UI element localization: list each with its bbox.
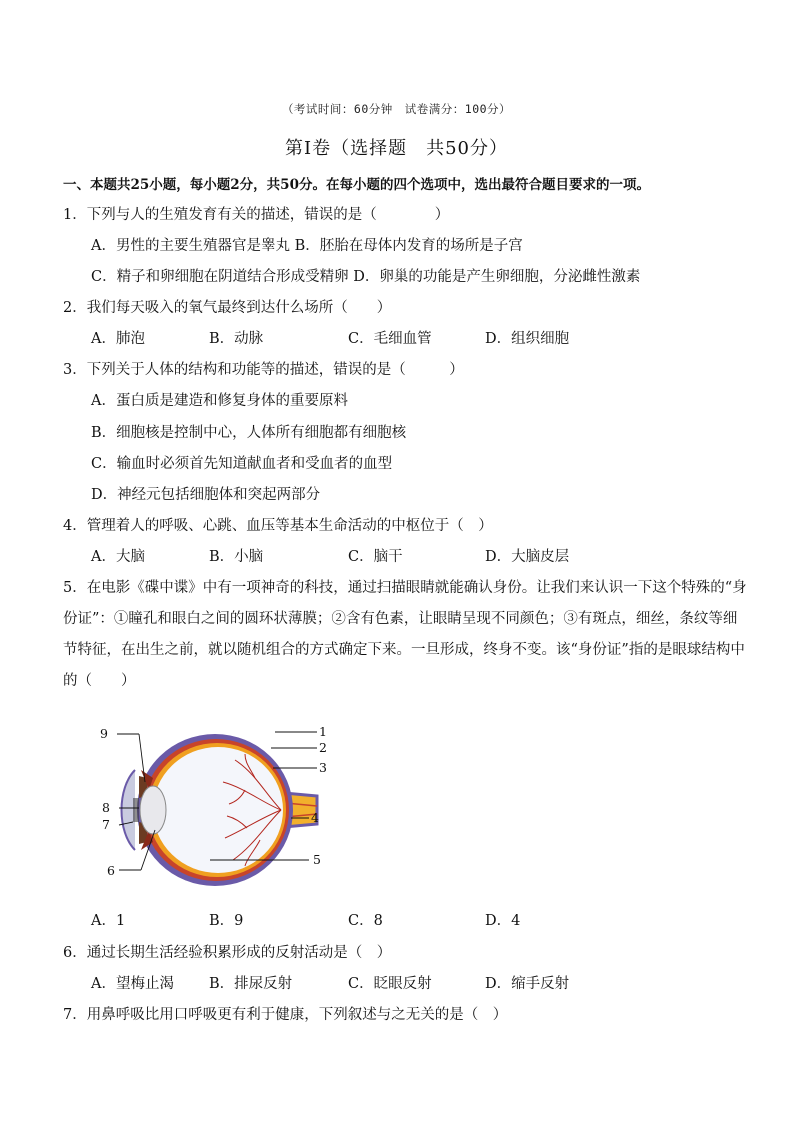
question-2-stem: 2．我们每天吸入的氧气最终到达什么场所（ ） <box>63 300 392 316</box>
question-7-stem: 7．用鼻呼吸比用口呼吸更有利于健康，下列叙述与之无关的是（ ） <box>63 1007 508 1023</box>
label-4: 4 <box>311 810 319 825</box>
label-2: 2 <box>319 740 327 755</box>
question-5-stem-line-1: 5．在电影《碟中谍》中有一项神奇的科技，通过扫描眼睛就能确认身份。让我们来认识一下这个特殊的“身 <box>63 580 747 596</box>
question-3-option-b: B．细胞核是控制中心，人体所有细胞都有细胞核 <box>91 425 407 441</box>
label-1: 1 <box>319 724 327 739</box>
option-b: B．9 <box>209 913 244 929</box>
question-4-options <box>91 547 651 567</box>
option-a: A．望梅止渴 <box>91 976 174 992</box>
option-d: D．缩手反射 <box>485 976 570 992</box>
question-1-option-line-1: A．男性的主要生殖器官是睾丸 B．胚胎在母体内发育的场所是子宫 <box>91 238 523 254</box>
lens <box>140 786 166 834</box>
label-7: 7 <box>102 817 110 832</box>
option-b: B．小脑 <box>209 549 264 565</box>
option-c: C．毛细血管 <box>348 331 432 347</box>
question-4-stem: 4．管理着人的呼吸、心跳、血压等基本生命活动的中枢位于（ ） <box>63 518 493 534</box>
label-9: 9 <box>100 726 108 741</box>
eyeball-diagram <box>95 718 335 893</box>
question-6-options <box>91 974 651 994</box>
label-6: 6 <box>107 863 115 878</box>
option-d: D．组织细胞 <box>485 331 570 347</box>
option-a: A．大脑 <box>91 549 145 565</box>
label-3: 3 <box>319 760 327 775</box>
question-6-stem: 6．通过长期生活经验积累形成的反射活动是（ ） <box>63 945 392 961</box>
question-5-stem-line-2: 份证”：①瞳孔和眼白之间的圆环状薄膜；②含有色素，让眼睛呈现不同颜色；③有斑点，细丝，条纹等细 <box>63 611 738 627</box>
question-2-options <box>91 329 651 349</box>
question-3-option-c: C．输血时必须首先知道献血者和受血者的血型 <box>91 456 393 472</box>
option-a: A．肺泡 <box>91 331 145 347</box>
exam-info: （考试时间：60分钟 试卷满分：100分） <box>281 102 512 116</box>
cornea <box>122 770 136 850</box>
question-1-option-line-2: C．精子和卵细胞在阴道结合形成受精卵 D．卵巢的功能是产生卵细胞，分泌雌性激素 <box>91 269 641 285</box>
option-c: C．脑干 <box>348 549 403 565</box>
option-c: C．眨眼反射 <box>348 976 432 992</box>
label-8: 8 <box>102 800 110 815</box>
question-3-stem: 3．下列关于人体的结构和功能等的描述，错误的是（ ） <box>63 362 464 378</box>
option-a: A．1 <box>91 913 126 929</box>
instruction: 一、本题共25小题，每小题2分，共50分。在每小题的四个选项中，选出最符合题目要求的一项。 <box>63 177 650 193</box>
label-5: 5 <box>313 852 321 867</box>
option-b: B．排尿反射 <box>209 976 293 992</box>
option-b: B．动脉 <box>209 331 264 347</box>
section-title: 第Ⅰ卷（选择题 共50分） <box>284 138 508 159</box>
question-5-stem-line-3: 节特征，在出生之前，就以随机组合的方式确定下来。一旦形成，终身不变。该“身份证”指的是眼球结构中 <box>63 642 745 658</box>
option-c: C．8 <box>348 913 383 929</box>
eyeball-svg <box>95 718 335 893</box>
vitreous-body <box>153 747 283 873</box>
question-3-option-d: D．神经元包括细胞体和突起两部分 <box>91 487 321 503</box>
option-d: D．大脑皮层 <box>485 549 570 565</box>
question-1-stem: 1．下列与人的生殖发育有关的描述，错误的是（ ） <box>63 207 450 223</box>
question-5-stem-line-4: 的（ ） <box>63 673 136 689</box>
question-3-option-a: A．蛋白质是建造和修复身体的重要原料 <box>91 393 348 409</box>
option-d: D．4 <box>485 913 521 929</box>
question-5-options <box>91 911 651 931</box>
